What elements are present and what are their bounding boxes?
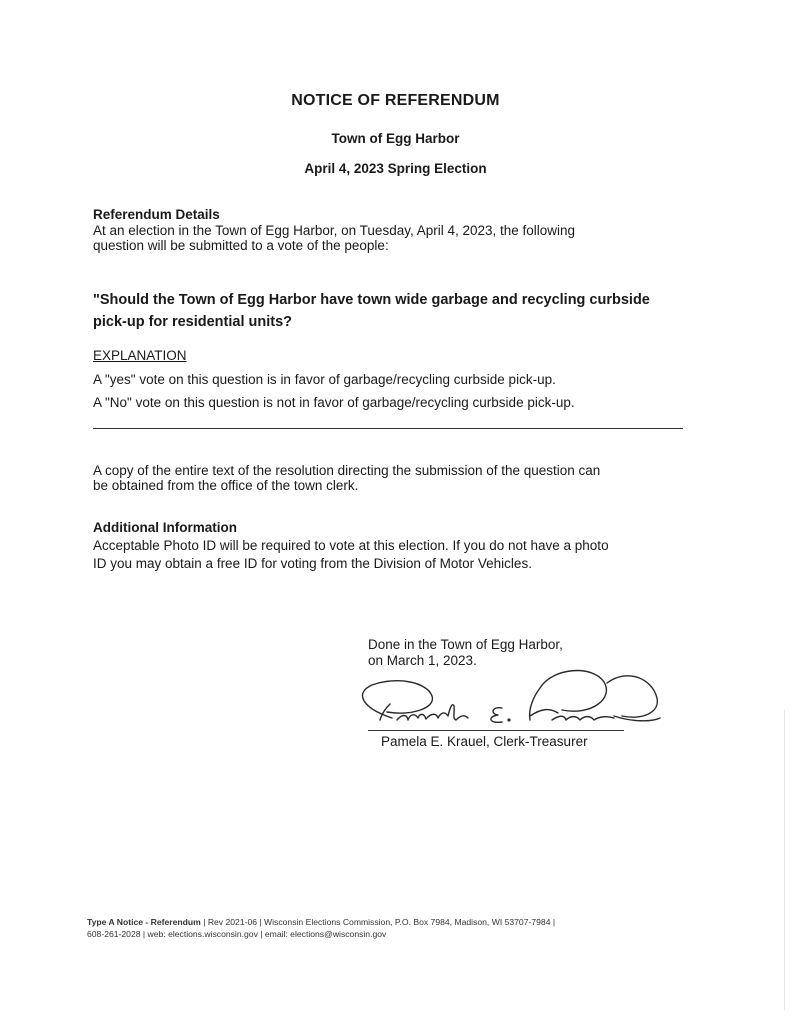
question-line-2: pick-up for residential units? [93, 314, 292, 330]
additional-line-1: Acceptable Photo ID will be required to vote at this election. If you do not have a photo [93, 538, 609, 553]
election-name: April 4, 2023 Spring Election [304, 161, 487, 176]
question-line-1: "Should the Town of Egg Harbor have town wide garbage and recycling curbside [93, 292, 650, 308]
explanation-heading: EXPLANATION [93, 348, 187, 363]
signature-line [368, 730, 624, 731]
divider-rule [93, 428, 683, 429]
explanation-no: A "No" vote on this question is not in favor of garbage/recycling curbside pick-up. [93, 395, 575, 410]
footer-form-name: Type A Notice - Referendum [87, 917, 201, 927]
done-line-2: on March 1, 2023. [368, 653, 477, 668]
details-line-1: At an election in the Town of Egg Harbor, on Tuesday, April 4, 2023, the following [93, 223, 576, 238]
signer-name: Pamela E. Krauel, Clerk-Treasurer [381, 734, 588, 749]
done-line-1: Done in the Town of Egg Harbor, [368, 637, 563, 652]
additional-info-heading: Additional Information [93, 520, 237, 535]
resolution-line-1: A copy of the entire text of the resolution directing the submission of the question can [93, 463, 601, 478]
explanation-yes: A "yes" vote on this question is in favor of garbage/recycling curbside pick-up. [93, 372, 556, 387]
notice-title: NOTICE OF REFERENDUM [291, 92, 500, 109]
additional-line-2: ID you may obtain a free ID for voting from the Division of Motor Vehicles. [93, 556, 532, 571]
town-name: Town of Egg Harbor [331, 131, 460, 146]
footer-line-2: 608-261-2028 | web: elections.wisconsin.gov | email: elections@wisconsin.gov [87, 929, 387, 939]
resolution-line-2: be obtained from the office of the town clerk. [93, 478, 359, 493]
scan-edge-shadow [784, 710, 785, 1010]
footer-line-1-rest: | Rev 2021-06 | Wisconsin Elections Commission, P.O. Box 7984, Madison, WI 53707-7984 | [200, 917, 556, 927]
details-line-2: question will be submitted to a vote of the people: [93, 238, 389, 253]
handwritten-signature [352, 658, 662, 738]
referendum-details-heading: Referendum Details [93, 207, 220, 222]
footer-line-1 [87, 916, 707, 928]
referendum-question [93, 289, 693, 333]
form-footer [87, 916, 707, 940]
